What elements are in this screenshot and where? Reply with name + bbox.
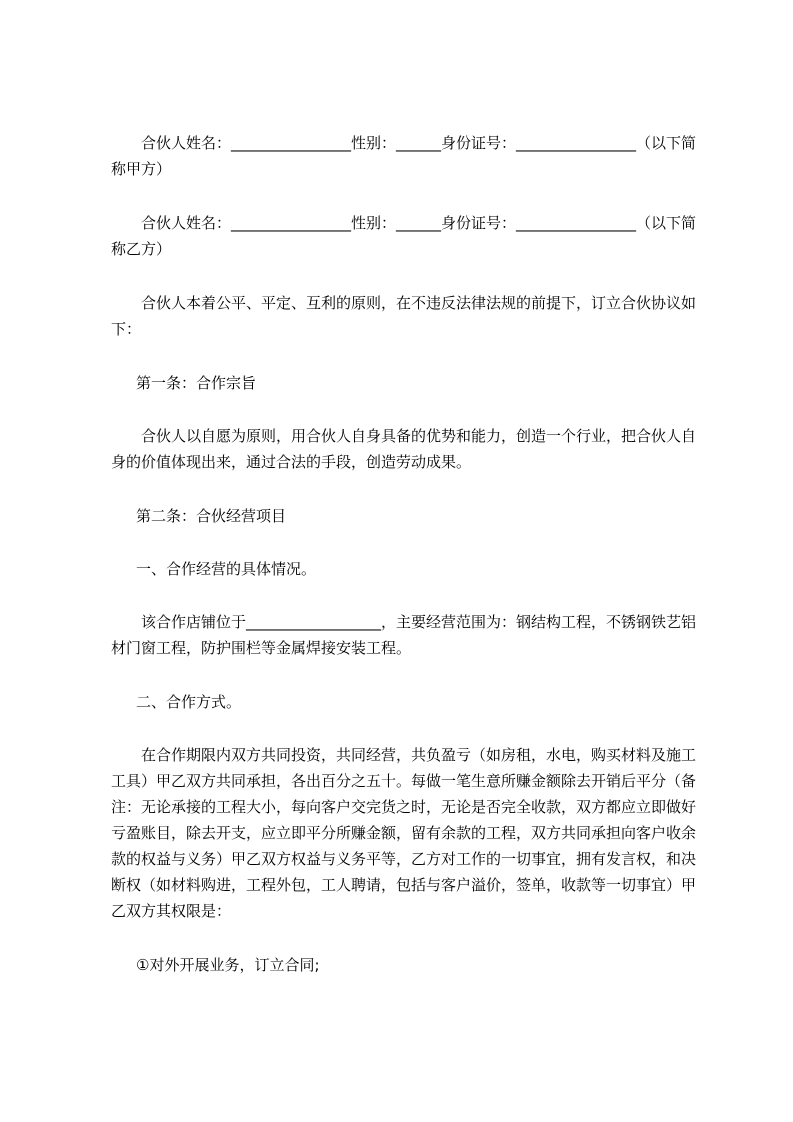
article-2-title: 第二条：合伙经营项目 xyxy=(136,507,287,525)
list-item-1: ①对外开展业务，订立合同; xyxy=(136,956,320,974)
party-a-line: 合伙人姓名：________________性别：______身份证号：________________（以下简称甲方） xyxy=(111,134,697,178)
section-1-body: 该合作店铺位于__________________，主要经营范围为：钢结构工程，不锈钢铁艺铝材门窗工程，防护围栏等金属焊接安装工程。 xyxy=(111,613,697,657)
section-1-title: 一、合作经营的具体情况。 xyxy=(136,560,317,578)
section-2-body: 在合作期限内双方共同投资，共同经营，共负盈亏（如房租，水电，购买材料及施工工具）甲乙双方共同承担，各出百分之五十。每做一笔生意所赚金额除去开销后平分（备注：无论承接的工程大小，每向客户交完货之时，无论是否完全收款，双方都应立即做好亏盈账目，除去开支，应立即平分所赚金额，留有余款的工程，双方共同承担向客户收余款的权益与义务）甲乙双方权益与义务平等，乙方对工作的一切事宜，拥有发言权，和决断权（如材料购进，工程外包，工人聘请，包括与客户溢价，签单，收款等一切事宜）甲乙双方其权限是： xyxy=(111,746,697,920)
document-body xyxy=(111,130,706,978)
article-1-body: 合伙人以自愿为原则，用合伙人自身具备的优势和能力，创造一个行业，把合伙人自身的价值体现出来，通过合法的手段，创造劳动成果。 xyxy=(111,427,697,471)
preamble-paragraph: 合伙人本着公平、平定、互利的原则，在不违反法律法规的前提下，订立合伙协议如下： xyxy=(111,294,697,338)
section-2-title: 二、合作方式。 xyxy=(136,693,242,711)
party-b-line: 合伙人姓名：________________性别：______身份证号：________________（以下简称乙方） xyxy=(111,214,697,258)
article-1-title: 第一条：合作宗旨 xyxy=(136,374,257,392)
